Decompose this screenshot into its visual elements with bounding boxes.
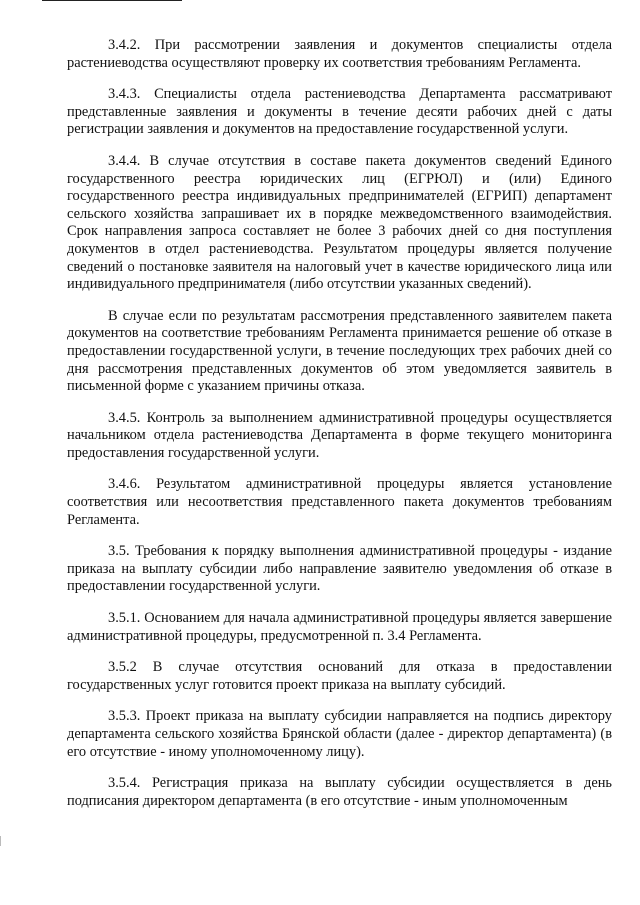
paragraph-3-4-6: 3.4.6. Результатом административной процедуры является установление соответствия или несоответствия представленного пакета документов требованиям Регламента.: [67, 476, 612, 528]
paragraph-3-4-3: 3.4.3. Специалисты отдела растениеводства Департамента рассматривают представленные заявления и документы в течение десяти рабочих дней с даты регистрации заявления и документов на предоставление государственной услуги.: [67, 86, 612, 138]
paragraph-3-4-5: 3.4.5. Контроль за выполнением административной процедуры осуществляется начальником отдела растениеводства Департамента в форме текущего мониторинга предоставления государственной услуги.: [67, 409, 612, 461]
margin-tick: [0, 836, 1, 846]
paragraph-3-5-3: 3.5.3. Проект приказа на выплату субсидии направляется на подпись директору департамента сельского хозяйства Брянской области (далее - директор департамента) (в его отсутствие - иному уполномоченному лицу).: [67, 708, 612, 760]
paragraph-3-5-1: 3.5.1. Основанием для начала административной процедуры является завершение административной процедуры, предусмотренной п. 3.4 Регламента.: [67, 610, 612, 644]
paragraph-refusal: В случае если по результатам рассмотрения представленного заявителем пакета документов на соответствие требованиям Регламента принимается решение об отказе в предоставлении государственной услуги, в течение последующих трех рабочих дней со дня рассмотрения представленных документов об этом уведомляется заявитель в письменной форме с указанием причины отказа.: [67, 307, 612, 395]
paragraph-3-4-2: 3.4.2. При рассмотрении заявления и документов специалисты отдела растениеводства осуществляют проверку их соответствия требованиям Регламента.: [67, 37, 612, 71]
paragraph-3-4-4: 3.4.4. В случае отсутствия в составе пакета документов сведений Единого государственного реестра юридических лиц (ЕГРЮЛ) и (или) Единого государственного реестра индивидуальных предпринимателей (ЕГРИП) департамент сельского хозяйства запрашивает их в порядке межведомственного взаимодействия. Срок направления запроса составляет не более 3 рабочих дней со дня поступления документов в отдел растениеводства. Результатом процедуры является получение сведений о постановке заявителя на налоговый учет в качестве юридического лица или индивидуального предпринимателя (либо отсутствии указанных сведений).: [67, 152, 612, 293]
paragraph-3-5-4: 3.5.4. Регистрация приказа на выплату субсидии осуществляется в день подписания директором департамента (в его отсутствие - иным уполномоченным: [67, 775, 612, 809]
document-page: [67, 37, 612, 810]
top-rule: [42, 0, 182, 1]
paragraph-3-5: 3.5. Требования к порядку выполнения административной процедуры - издание приказа на выплату субсидии либо направление заявителю уведомления об отказе в предоставлении государственной услуги.: [67, 543, 612, 595]
paragraph-3-5-2: 3.5.2 В случае отсутствия оснований для отказа в предоставлении государственных услуг готовится проект приказа на выплату субсидий.: [67, 659, 612, 693]
